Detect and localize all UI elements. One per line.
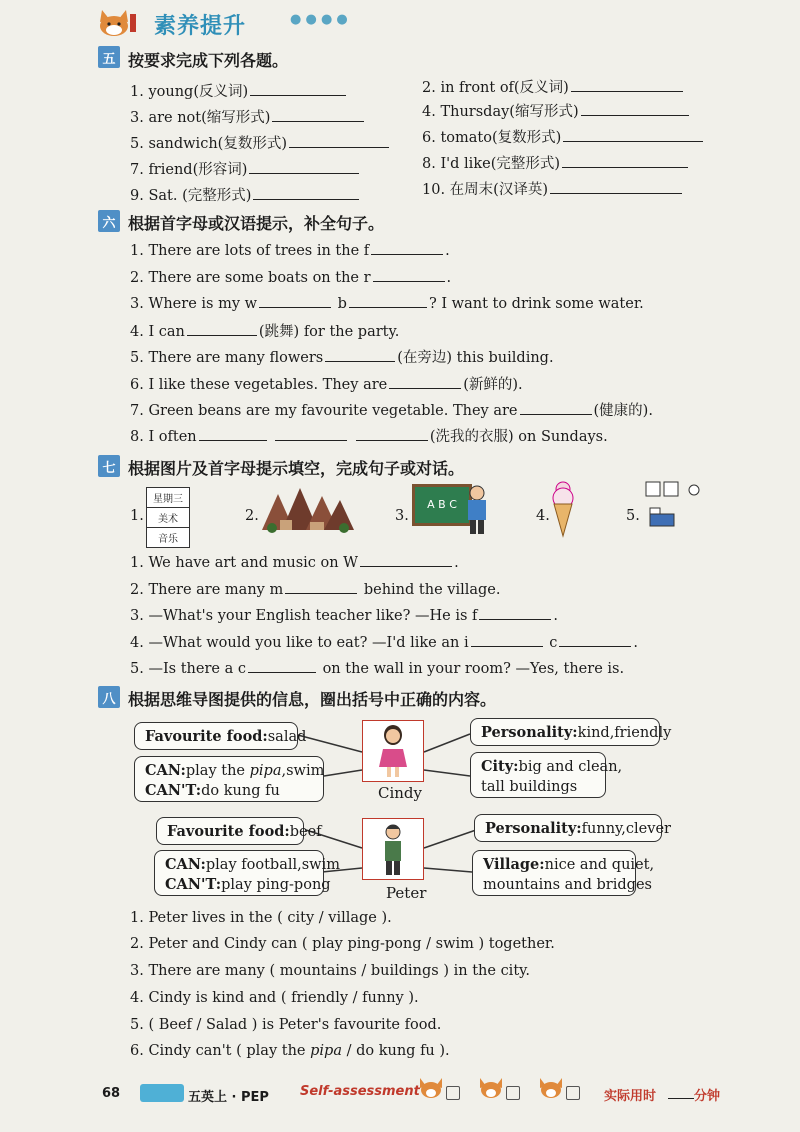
question: 1. Peter lives in the ( city / village ). [130, 910, 392, 926]
answer-blank[interactable] [349, 293, 427, 308]
answer-blank[interactable] [389, 374, 461, 389]
answer-blank[interactable] [550, 179, 682, 194]
answer-blank[interactable] [371, 240, 443, 255]
answer-blank[interactable] [253, 185, 359, 200]
picture-number: 4. [536, 508, 550, 524]
blackboard-text: A B C [427, 498, 457, 511]
answer-blank[interactable] [325, 347, 395, 362]
exercise-item: 2. in front of(反义词) [422, 76, 685, 97]
question: 3. There are many ( mountains / buildings ) in the city. [130, 963, 531, 979]
peter-personality-node: Personality:funny,clever [474, 814, 662, 842]
section-five-title: 按要求完成下列各题。 [128, 51, 289, 70]
sentence: 7. Green beans are my favourite vegetable. They are (健康的). [130, 399, 653, 420]
sentence: 2. There are some boats on the r . [130, 267, 451, 286]
rating-checkbox[interactable] [446, 1086, 460, 1100]
schedule-subject: 音乐 [147, 528, 190, 548]
exercise-item: 1. young(反义词) [130, 80, 348, 101]
exercise-item: 10. 在周末(汉译英) [422, 178, 684, 199]
sentence: 2. There are many m behind the village. [130, 579, 500, 598]
exercise-item: 4. Thursday(缩写形式) [422, 100, 691, 121]
cindy-personality-node: Personality:kind,friendly [470, 718, 660, 746]
answer-blank[interactable] [471, 632, 543, 647]
cindy-city-node: City:big and clean, tall buildings [470, 752, 606, 798]
picture-number: 3. [395, 508, 409, 524]
exercise-item: 8. I'd like(完整形式) [422, 152, 690, 173]
section-six-title: 根据首字母或汉语提示，补全句子。 [128, 214, 385, 233]
answer-blank[interactable] [187, 321, 257, 336]
sentence: 5. There are many flowers (在旁边) this building. [130, 346, 554, 367]
page-header [0, 0, 800, 44]
header-decoration: ● ● ● ● [290, 12, 348, 27]
sentence: 3. Where is my w b ? I want to drink some water. [130, 293, 644, 312]
series-logo [140, 1084, 184, 1102]
schedule-day: 星期三 [147, 488, 190, 508]
fox-mascot-icon [96, 6, 140, 38]
section-eight-badge: 八 [98, 686, 120, 708]
cindy-food-node: Favourite food:salad [134, 722, 298, 750]
rating-checkbox[interactable] [506, 1086, 520, 1100]
sentence: 4. —What would you like to eat? —I'd like an i c . [130, 632, 638, 651]
answer-blank[interactable] [581, 101, 689, 116]
teacher-icon [462, 484, 492, 536]
ice-cream-icon [550, 480, 576, 538]
sentence: 6. I like these vegetables. They are (新鲜的). [130, 373, 523, 394]
answer-blank[interactable] [199, 426, 267, 441]
schedule-table [146, 487, 190, 548]
exercise-item: 3. are not(缩写形式) [130, 106, 366, 127]
question: 5. ( Beef / Salad ) is Peter's favourite food. [130, 1017, 442, 1033]
question: 2. Peter and Cindy can ( play ping-pong / swim ) together. [130, 936, 555, 952]
answer-blank[interactable] [285, 579, 357, 594]
answer-blank[interactable] [571, 77, 683, 92]
picture-number: 2. [245, 508, 259, 524]
section-eight-title: 根据思维导图提供的信息，圈出括号中正确的内容。 [128, 690, 497, 709]
cindy-picture [362, 720, 424, 782]
girl-icon [363, 721, 423, 781]
section-seven-badge: 七 [98, 455, 120, 477]
time-label: 实际用时 [604, 1089, 657, 1104]
fox-rating-icon [538, 1076, 564, 1100]
sentence: 1. There are lots of trees in the f . [130, 240, 450, 259]
answer-blank[interactable] [373, 267, 445, 282]
answer-blank[interactable] [275, 426, 347, 441]
answer-blank[interactable] [563, 127, 703, 142]
question: 6. Cindy can't ( play the pipa / do kung fu ). [130, 1043, 450, 1059]
page-title: 素养提升 [154, 14, 247, 39]
time-blank[interactable] [668, 1084, 694, 1099]
peter-name: Peter [386, 884, 427, 902]
peter-village-node: Village:nice and quiet, mountains and bridges [472, 850, 636, 896]
sentence: 5. —Is there a c on the wall in your room? —Yes, there is. [130, 658, 624, 677]
answer-blank[interactable] [360, 552, 452, 567]
cindy-name: Cindy [378, 784, 423, 802]
peter-ability-node: CAN:play football,swim CAN'T:play ping-pong [154, 850, 324, 896]
boy-icon [363, 819, 423, 879]
bedroom-icon [644, 480, 702, 536]
answer-blank[interactable] [250, 81, 346, 96]
answer-blank[interactable] [289, 133, 389, 148]
fox-rating-icon [478, 1076, 504, 1100]
peter-food-node: Favourite food:beef [156, 817, 304, 845]
page-number: 68 [102, 1086, 121, 1101]
peter-picture [362, 818, 424, 880]
answer-blank[interactable] [249, 159, 359, 174]
exercise-item: 6. tomato(复数形式) [422, 126, 705, 147]
question: 4. Cindy is kind and ( friendly / funny ). [130, 990, 419, 1006]
section-six-badge: 六 [98, 210, 120, 232]
answer-blank[interactable] [559, 632, 631, 647]
exercise-item: 7. friend(形容词) [130, 158, 361, 179]
answer-blank[interactable] [272, 107, 364, 122]
sentence: 1. We have art and music on W . [130, 552, 459, 571]
time-unit: 分钟 [694, 1089, 721, 1104]
rating-checkbox[interactable] [566, 1086, 580, 1100]
answer-blank[interactable] [259, 293, 331, 308]
fox-rating-icon [418, 1076, 444, 1100]
schedule-subject: 美术 [147, 508, 190, 528]
answer-blank[interactable] [479, 605, 551, 620]
section-seven-title: 根据图片及首字母提示填空，完成句子或对话。 [128, 459, 465, 478]
sentence: 4. I can (跳舞) for the party. [130, 320, 399, 341]
mountains-village-icon [262, 486, 354, 536]
self-assessment-label: Self-assessment [300, 1084, 420, 1099]
answer-blank[interactable] [356, 426, 428, 441]
answer-blank[interactable] [520, 400, 592, 415]
sentence: 8. I often (洗我的衣服) on Sundays. [130, 425, 608, 446]
sentence: 3. —What's your English teacher like? —He is f . [130, 605, 558, 624]
section-five-badge: 五 [98, 46, 120, 68]
answer-blank[interactable] [562, 153, 688, 168]
exercise-item: 5. sandwich(复数形式) [130, 132, 391, 153]
answer-blank[interactable] [248, 658, 316, 673]
exercise-item: 9. Sat. (完整形式) [130, 184, 361, 205]
book-label: 五英上 · PEP [188, 1090, 269, 1105]
picture-number: 5. [626, 508, 640, 524]
cindy-ability-node: CAN:play the pipa,swim CAN'T:do kung fu [134, 756, 324, 802]
picture-number: 1. [130, 508, 144, 524]
